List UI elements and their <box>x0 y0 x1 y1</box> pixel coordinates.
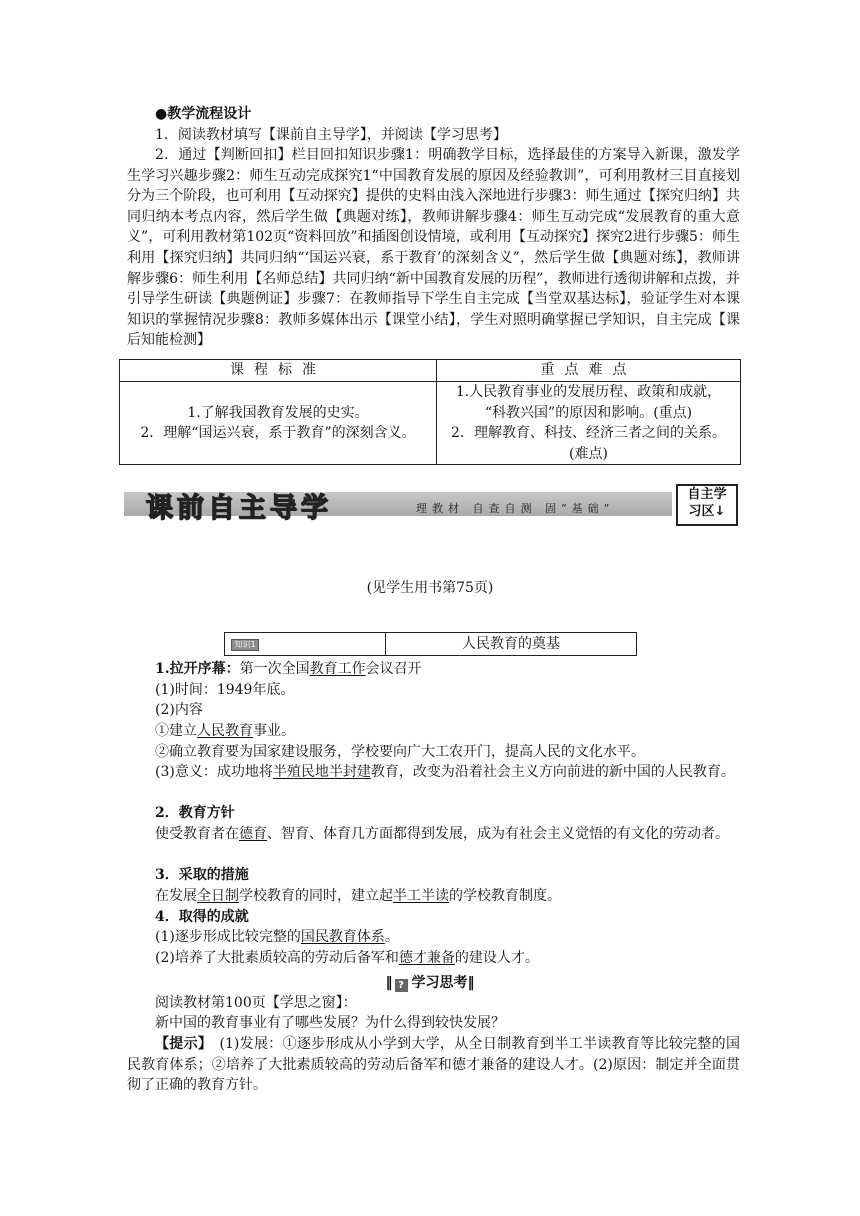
study-think-label: 学习思考 <box>411 975 468 991</box>
text: 会议召开 <box>365 661 422 677</box>
text: 使受教育者在 <box>155 826 239 842</box>
table-cell-focus <box>437 382 741 465</box>
blank-answer: 人民教育 <box>197 723 253 739</box>
flow-title: ●教学流程设计 <box>155 106 252 122</box>
blank-answer: 德才兼备 <box>398 950 455 966</box>
study-think-heading: ‖ ? 学习思考‖ <box>385 975 475 991</box>
text: 第一次全国 <box>239 661 310 677</box>
section-4-heading: 4．取得的成就 <box>155 909 249 925</box>
curriculum-table <box>119 359 741 465</box>
text: 的建设人才。 <box>454 950 539 966</box>
knowledge-point-header <box>224 632 637 656</box>
flow-step-2: 2．通过【判断回扣】栏目回扣知识步骤1：明确教学目标，选择最佳的方案导入新课，激发学生学习兴趣步骤2：师生互动完成探究1“中国教育发展的原因及经验教训”，可利用教材三目直接划分为三个阶段，也可利用【互动探究】提供的史料由浅入深地进行步骤3：师生通过【探究归纳】共同归纳本考点内容，然后学生做【典题对练】，教师讲解步骤4：师生互动完成“发展教育的重大意义”，可利用教材第102页“资料回放”和插图创设情境，或利用【互动探究】探究2进行步骤5：师生利用【探究归纳】共同归纳“‘国运兴衰，系于教育’的深刻含义”，然后学生做【典题对练】，教师讲解步骤6：师生利用【名师总结】共同归纳“新中国教育发展的历程”，教师进行透彻讲解和点拨，并引导学生研读【典题例证】步骤7：在教师指导下学生自主完成【当堂双基达标】，验证学生对本课知识的掌握情况步骤8：教师多媒体出示【课堂小结】，学生对照明确掌握已学知识，自主完成【课后知能检测】 <box>127 147 740 349</box>
focus-line-2: “科教兴国”的原因和影响。(重点) <box>484 404 693 421</box>
standard-item-2: 2．理解“国运兴衰，系于教育”的深刻含义。 <box>140 425 416 442</box>
knowledge-label: 人民教育的奠基 <box>462 636 560 652</box>
section-1-content-1 <box>127 721 740 742</box>
banner-box <box>676 484 738 526</box>
section-1 <box>127 659 740 680</box>
banner-box-line-1: 自主学 <box>687 487 727 502</box>
blank-answer: 国民教育体系 <box>300 929 385 945</box>
section-1-heading: 1.拉开序幕： <box>155 661 240 677</box>
text: 教育，改变为沿着社会主义方向前进的新中国的人民教育。 <box>370 764 735 780</box>
table-cell-standard <box>120 382 437 465</box>
banner-tagline: 理教材 自查自测 固“基础” <box>416 502 615 515</box>
section-3-heading: 3．采取的措施 <box>155 867 249 883</box>
flow-step-1: 1．阅读教材填写【课前自主导学】，并阅读【学习思考】 <box>155 127 507 143</box>
text: (1)逐步形成比较完整的 <box>155 929 301 945</box>
think-question: 新中国的教育事业有了哪些发展？为什么得到较快发展？ <box>155 1015 505 1031</box>
text: 、智育、体育几方面都得到发展，成为有社会主义觉悟的有文化的劳动者。 <box>267 826 729 842</box>
section-banner <box>124 484 739 524</box>
book-reference: (见学生用书第75页) <box>366 580 494 596</box>
section-1-significance <box>127 762 740 783</box>
banner-title: 课前自主导学 <box>146 493 332 524</box>
focus-line-1: 1.人民教育事业的发展历程、政策和成就， <box>455 384 722 400</box>
hint-label: 【提示】 <box>155 1036 206 1052</box>
section-4-item-1 <box>127 927 740 948</box>
blank-answer: 德育 <box>239 826 267 842</box>
hint-text: (1)发展：①逐步形成从小学到大学，从全日制教育到半工半读教育等比较完整的国民教育体系；②培养了大批素质较高的劳动后备军和德才兼备的建设人才。(2)原因：制定并全面贯彻了正确的教育方针。 <box>127 1036 740 1094</box>
text: ①建立 <box>155 723 197 739</box>
blank-answer: 全日制 <box>197 888 239 904</box>
section-2-body <box>127 824 740 845</box>
knowledge-badge: 知识1 <box>231 639 259 651</box>
text: (3)意义：成功地将 <box>155 764 273 780</box>
table-header-standard: 课程标准 <box>120 360 437 382</box>
text: (2)培养了大批素质较高的劳动后备军和 <box>155 950 399 966</box>
blank-answer: 半殖民地半封建 <box>272 764 371 780</box>
section-1-time: (1)时间：1949年底。 <box>155 682 295 698</box>
focus-line-3: 2．理解教育、科技、经济三者之间的关系。 <box>451 425 726 442</box>
section-1-content-2: ②确立教育要为国家建设服务，学校要向广大工农开门，提高人民的文化水平。 <box>155 744 645 760</box>
text: 事业。 <box>253 723 295 739</box>
blank-answer: 半工半读 <box>393 888 449 904</box>
section-4-item-2 <box>127 948 740 969</box>
focus-line-4: (难点) <box>569 445 608 462</box>
text: 。 <box>384 929 399 945</box>
section-3-body <box>127 886 740 907</box>
blank-answer: 教育工作 <box>309 661 366 677</box>
banner-box-line-2: 习区↓ <box>688 504 726 519</box>
think-read: 阅读教材第100页【学思之窗】： <box>155 995 357 1011</box>
text: 在发展 <box>155 888 197 904</box>
text: 的学校教育制度。 <box>449 888 561 904</box>
table-header-focus: 重点难点 <box>437 360 741 382</box>
section-1-content: (2)内容 <box>155 702 203 718</box>
standard-item-1: 1.了解我国教育发展的史实。 <box>187 404 369 421</box>
text: 学校教育的同时，建立起 <box>239 888 393 904</box>
section-2-heading: 2．教育方针 <box>155 805 235 821</box>
question-icon: ? <box>395 979 408 992</box>
think-hint <box>127 1034 740 1096</box>
